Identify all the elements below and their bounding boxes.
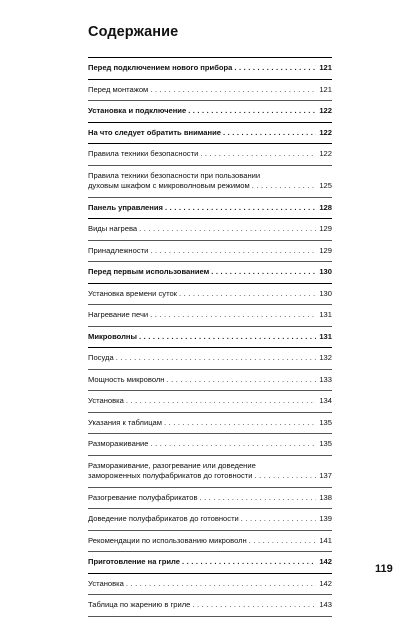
toc-leader-dots xyxy=(139,332,316,343)
toc-entry-page: 132 xyxy=(319,353,332,362)
toc-entry-page: 134 xyxy=(319,396,332,405)
toc-leader-dots xyxy=(252,181,316,192)
toc-entry[interactable] xyxy=(88,348,332,370)
toc-entry-page: 131 xyxy=(319,331,332,341)
toc-entry-page: 122 xyxy=(319,127,332,137)
toc-entry-title: Установка xyxy=(88,578,124,588)
toc-entry-page: 121 xyxy=(319,84,332,94)
toc-entry-title: Указания к таблицам xyxy=(88,417,162,427)
page-number: 119 xyxy=(375,563,393,575)
toc-entry[interactable] xyxy=(88,509,332,531)
toc-entry-title: Мощность микроволн xyxy=(88,374,165,384)
toc-entry-title: Перед первым использованием xyxy=(88,267,210,276)
toc-leader-dots xyxy=(192,600,316,611)
toc-leader-dots xyxy=(188,106,316,117)
toc-entry[interactable] xyxy=(88,262,332,284)
toc-entry[interactable] xyxy=(88,391,332,413)
toc-entry[interactable] xyxy=(88,57,332,80)
toc-entry-title: Приготовление на гриле xyxy=(88,557,180,566)
toc-leader-dots xyxy=(179,289,316,300)
toc-entry[interactable] xyxy=(88,219,332,241)
toc-entry[interactable] xyxy=(88,166,332,198)
toc-entry-title: Виды нагрева xyxy=(88,224,138,233)
toc-entry-title: Принадлежности xyxy=(88,245,149,255)
toc-entry-title: Размораживание xyxy=(88,439,149,448)
toc-entry-title: Микроволны xyxy=(88,331,137,341)
toc-entry-title: Рекомендации по использованию микроволн xyxy=(88,535,247,545)
toc-entry[interactable] xyxy=(88,80,332,102)
toc-entry-page: 129 xyxy=(319,224,332,233)
toc-leader-dots xyxy=(200,493,316,504)
toc-entry-title: Посуда xyxy=(88,353,114,362)
toc-entry-page: 135 xyxy=(319,439,332,448)
toc-leader-dots xyxy=(211,267,316,278)
toc-entry-page: 133 xyxy=(319,374,332,384)
table-of-contents xyxy=(88,57,332,617)
toc-leader-dots xyxy=(164,418,316,429)
toc-entry[interactable] xyxy=(88,413,332,435)
toc-leader-dots xyxy=(167,375,316,386)
toc-entry[interactable] xyxy=(88,123,332,145)
toc-entry-page: 141 xyxy=(319,535,332,545)
toc-entry-page: 135 xyxy=(319,417,332,427)
toc-entry-title: Правила техники безопасности при пользовании xyxy=(88,170,261,180)
toc-entry-title: Установка времени суток xyxy=(88,288,178,298)
toc-entry-title: Установка xyxy=(88,396,124,405)
toc-entry-title: духовым шкафом с микроволновым режимом xyxy=(88,181,250,190)
toc-entry-title: Установка и подключение xyxy=(88,106,187,115)
toc-leader-dots xyxy=(139,224,316,235)
toc-entry[interactable] xyxy=(88,434,332,456)
toc-entry-page: 128 xyxy=(319,202,332,212)
toc-entry[interactable] xyxy=(88,284,332,306)
toc-entry[interactable] xyxy=(88,305,332,327)
page-title: Содержание xyxy=(88,24,179,40)
toc-leader-dots xyxy=(126,396,316,407)
toc-entry-title: На что следует обратить внимание xyxy=(88,127,221,137)
toc-leader-dots xyxy=(254,471,316,482)
toc-leader-dots xyxy=(249,536,316,547)
toc-leader-dots xyxy=(126,579,316,590)
toc-leader-dots xyxy=(182,557,316,568)
toc-entry-page: 143 xyxy=(319,600,332,609)
toc-entry-page: 131 xyxy=(319,310,332,319)
toc-entry[interactable] xyxy=(88,370,332,392)
toc-entry[interactable] xyxy=(88,531,332,553)
toc-entry-title: Размораживание, разогревание или доведение xyxy=(88,460,256,470)
toc-entry-page: 130 xyxy=(319,267,332,276)
toc-entry[interactable] xyxy=(88,327,332,349)
toc-entry[interactable] xyxy=(88,595,332,617)
toc-leader-dots xyxy=(200,149,316,160)
toc-entry[interactable] xyxy=(88,488,332,510)
toc-entry-title: Разогревание полуфабрикатов xyxy=(88,492,198,502)
toc-leader-dots xyxy=(150,85,316,96)
toc-leader-dots xyxy=(150,246,316,257)
toc-leader-dots xyxy=(241,514,316,525)
toc-entry-title: Нагревание печи xyxy=(88,310,149,319)
toc-entry[interactable] xyxy=(88,101,332,123)
toc-entry[interactable] xyxy=(88,144,332,166)
toc-entry-page: 121 xyxy=(319,63,332,72)
toc-leader-dots xyxy=(150,310,316,321)
toc-entry-title: Таблица по жарению в гриле xyxy=(88,600,191,609)
toc-entry[interactable] xyxy=(88,574,332,596)
toc-entry-page: 122 xyxy=(319,149,332,158)
toc-entry-title: замороженных полуфабрикатов до готовности xyxy=(88,471,253,480)
toc-entry-page: 138 xyxy=(319,492,332,502)
toc-leader-dots xyxy=(150,439,316,450)
toc-entry[interactable] xyxy=(88,456,332,488)
toc-entry-page: 122 xyxy=(319,106,332,115)
toc-leader-dots xyxy=(116,353,316,364)
toc-entry-page: 130 xyxy=(319,288,332,298)
toc-leader-dots xyxy=(165,203,316,214)
toc-entry-title: Перед монтажом xyxy=(88,84,149,94)
toc-entry[interactable] xyxy=(88,552,332,574)
toc-entry[interactable] xyxy=(88,241,332,263)
toc-entry[interactable] xyxy=(88,198,332,220)
toc-leader-dots xyxy=(234,63,316,74)
toc-leader-dots xyxy=(223,128,316,139)
toc-entry-title: Правила техники безопасности xyxy=(88,149,199,158)
toc-entry-page: 129 xyxy=(319,245,332,255)
toc-entry-title: Доведение полуфабрикатов до готовности xyxy=(88,514,239,523)
toc-entry-page: 142 xyxy=(319,557,332,566)
toc-entry-page: 139 xyxy=(319,514,332,523)
toc-entry-title: Панель управления xyxy=(88,202,163,212)
toc-entry-page: 142 xyxy=(319,578,332,588)
toc-entry-title: Перед подключением нового прибора xyxy=(88,63,233,72)
toc-entry-page: 125 xyxy=(319,181,332,190)
toc-entry-page: 137 xyxy=(319,471,332,480)
